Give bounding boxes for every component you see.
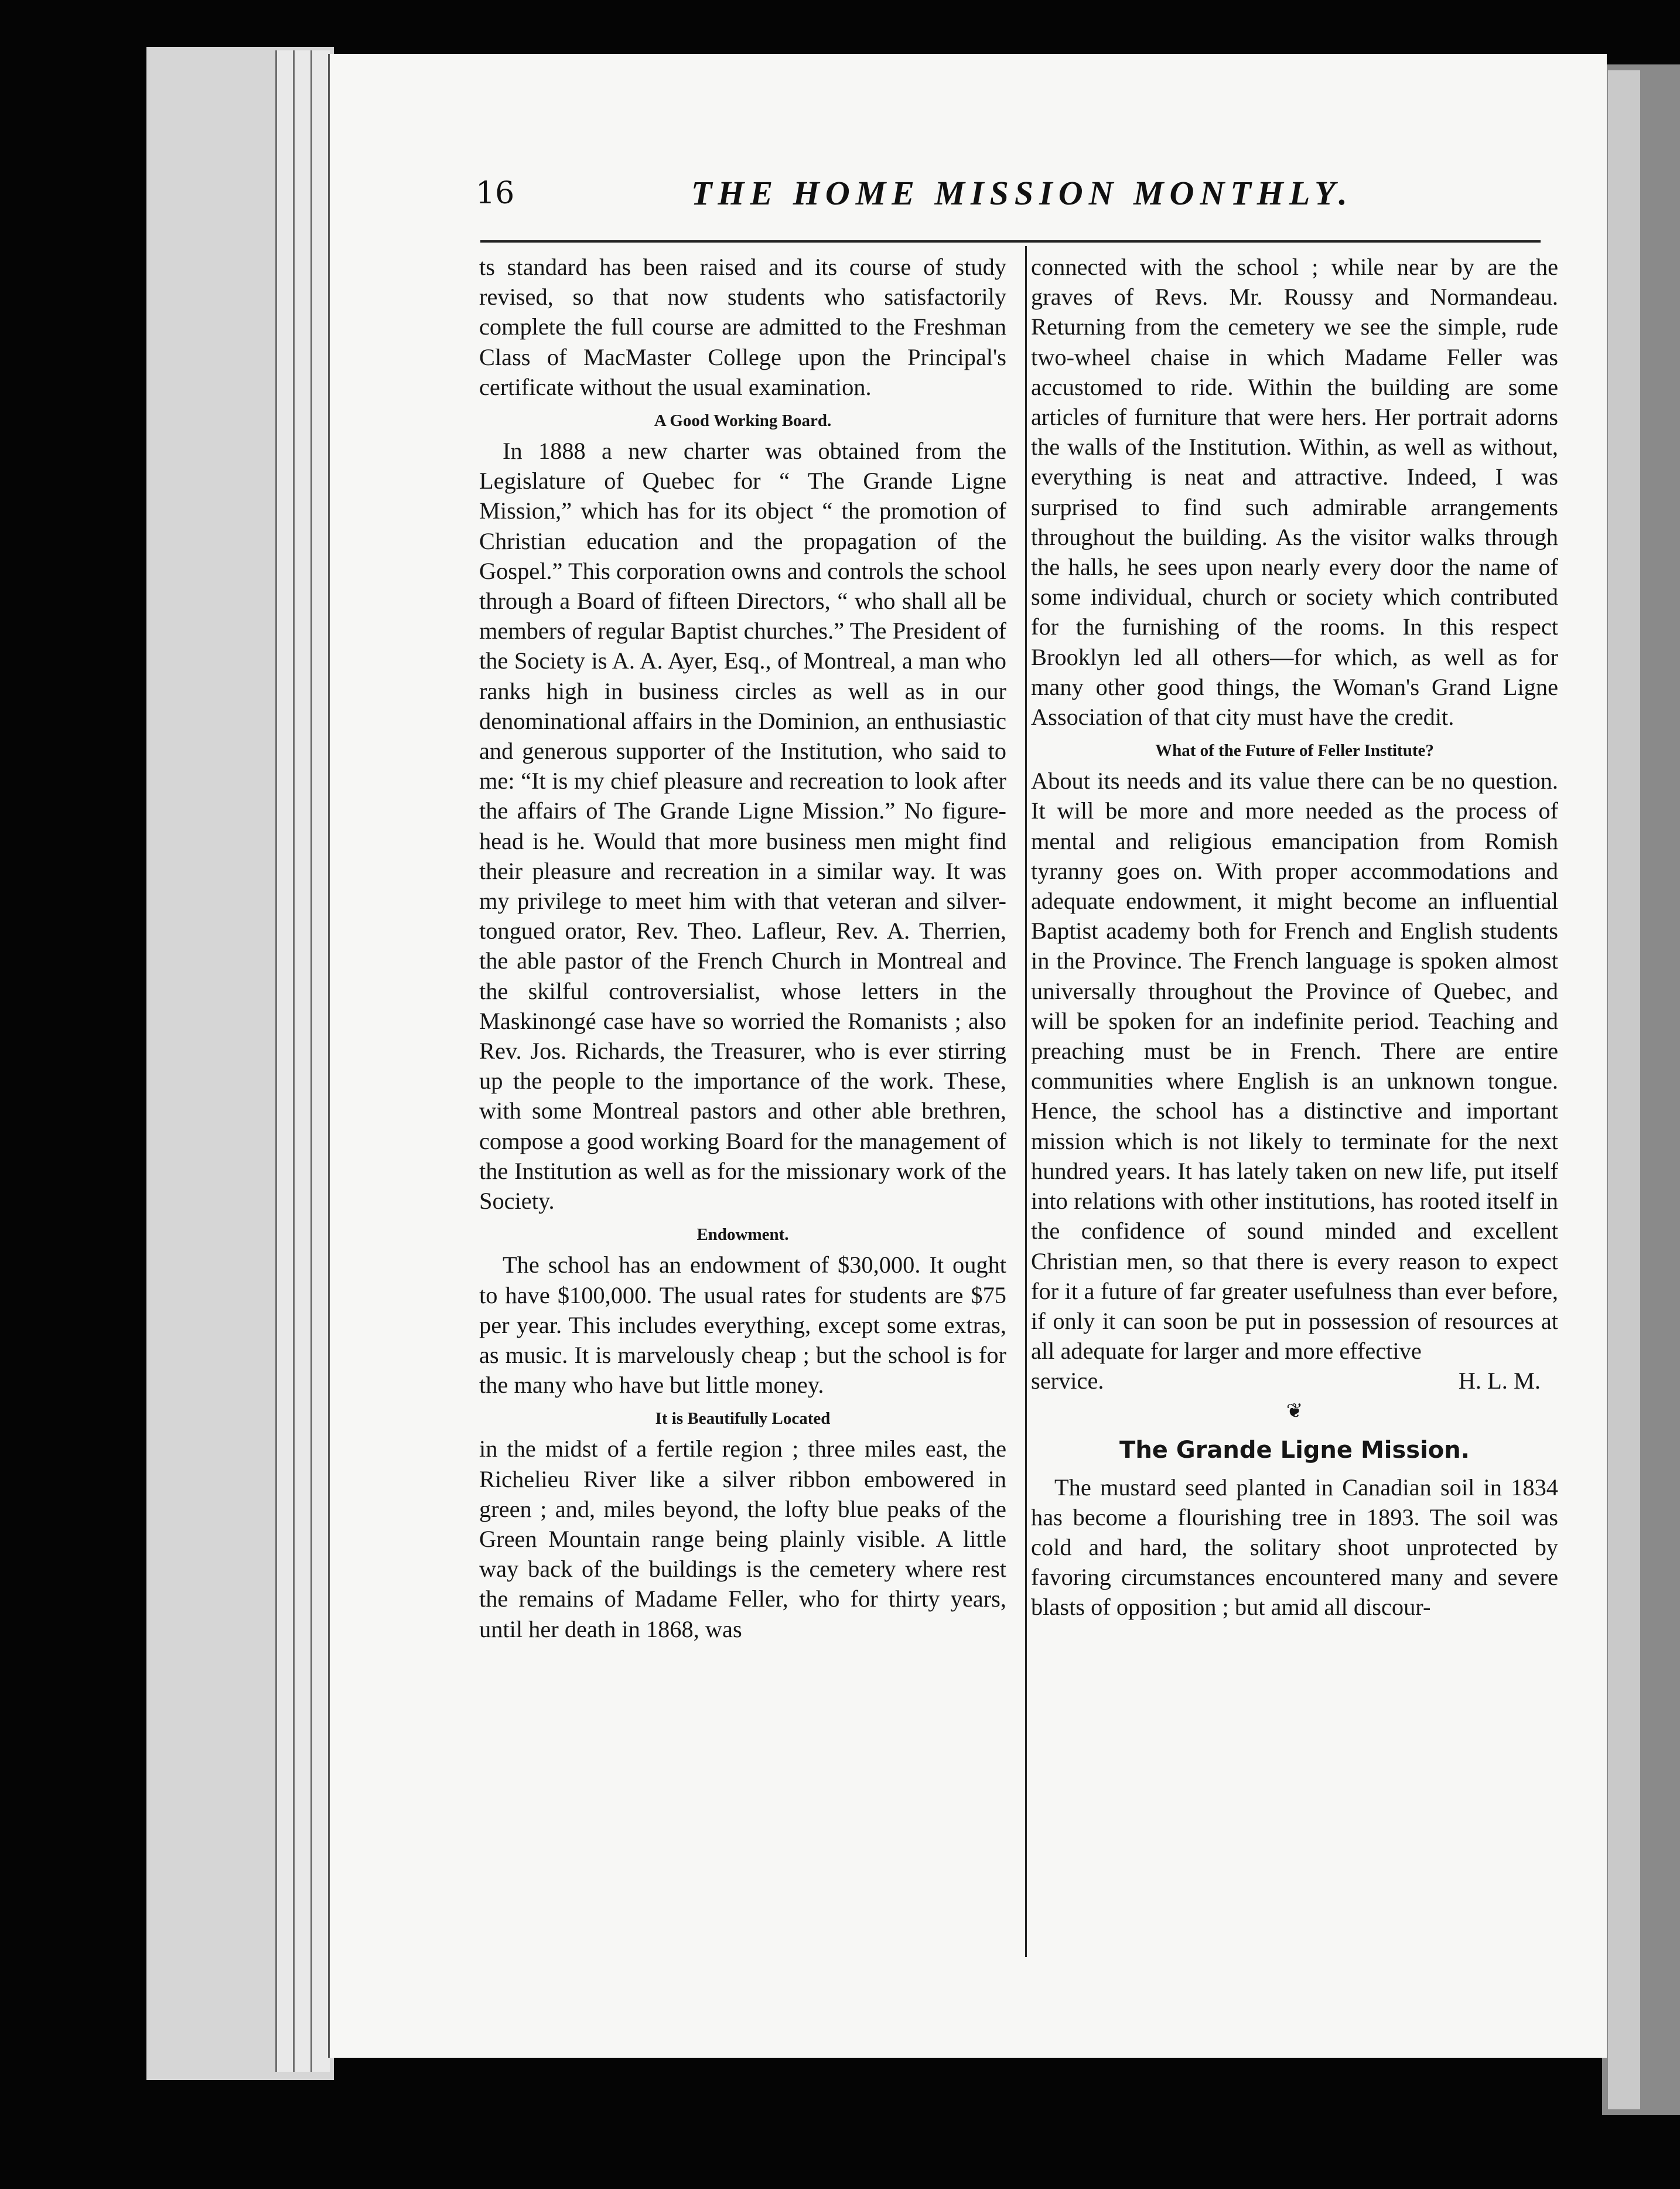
paragraph: in the midst of a fertile region ; three miles east, the Richelieu River like a silver ribbon embowered in green ; and, miles beyond, the lofty blue peaks of the Green Mountain range being plainly visible. A little way back of the buildings is the cemetery where rest the remains of Madame Feller, who for thirty years, until her death in 1868, was <box>479 1436 1006 1642</box>
running-title: THE HOME MISSION MONTHLY. <box>691 174 1353 212</box>
paragraph: The mustard seed planted in Canadian soil in 1834 has become a flourishing tree in 1893. The soil was cold and hard, the solitary shoot unprotected by favoring circumstances encountered many and severe blasts of opposition ; but amid all discour- <box>1031 1474 1558 1621</box>
section-heading: What of the Future of Feller Institute? <box>1155 741 1434 761</box>
section-heading: A Good Working Board. <box>654 411 832 431</box>
page-number: 16 <box>476 176 515 211</box>
article-title: The Grande Ligne Mission. <box>1119 1436 1470 1464</box>
paragraph-end: service. <box>1031 1368 1104 1394</box>
paragraph: In 1888 a new charter was obtained from the Legislature of Quebec for “ The Grande Ligne Mission,” which has for its object “ the promotion of Christian education and the propagation of the Gospel.” This corporation owns and controls the school through a Board of fifteen Directors, “ who shall all be members of regular Baptist churches.” The President of the Society is A. A. Ayer, Esq., of Montreal, a man who ranks high in business circles as well as in our denominational affairs in the Dominion, an enthusiastic and generous supporter of the Institution, who said to me: “It is my chief pleasure and recreation to look after the affairs of The Grande Ligne Mission.” No figure-head is he. Would that more business men might find their pleasure and recreation in a similar way. It was my privilege to meet him with that veteran and silver-tongued orator, Rev. Theo. Lafleur, Rev. A. Therrien, the able pastor of the French Church in Montreal and the skilful controversialist, whose letters in the Maskinongé case have so worried the Romanists ; also Rev. Jos. Richards, the Treasurer, who is ever stirring up the people to the importance of the work. These, with some Montreal pastors and other able brethren, compose a good working Board for the management of the Institution as well as for the missionary work of the Society. <box>479 438 1006 1215</box>
section-heading: Endowment. <box>696 1225 789 1244</box>
column-rule <box>1025 246 1027 1957</box>
paragraph: About its needs and its value there can be no question. It will be more and more needed as the process of mental and religious emancipation from Romish tyranny goes on. With proper accommodations and adequate endowment, it might become an influential Baptist academy both for French and English students in the Province. The French language is spoken almost universally throughout the Province of Quebec, and will be spoken for an indefinite period. Teaching and preaching must be in French. There are entire communities where English is an unknown tongue. Hence, the school has a distinctive and important mission which is not likely to terminate for the next hundred years. It has lately taken on new life, put itself into relations with other institutions, has rooted itself in the confidence of sound minded and excellent Christian men, so that there is every reason to expect for it a future of far greater usefulness than ever before, if only it can soon be put in possession of resources at all adequate for larger and more effective <box>1031 768 1558 1365</box>
author-signature: H. L. M. <box>1458 1368 1541 1394</box>
left-column <box>479 252 1006 1644</box>
header-rule <box>480 240 1541 243</box>
paragraph: connected with the school ; while near by are the graves of Revs. Mr. Roussy and Normandeau. Returning from the cemetery we see the simple, rude two-wheel chaise in which Madame Feller was accustomed to ride. Within the building are some articles of furniture that were hers. Her portrait adorns the walls of the Institution. Within, as well as without, everything is neat and attractive. Indeed, I was surprised to find such admirable arrangements throughout the building. As the visitor walks through the halls, he sees upon nearly every door the name of some individual, church or society which contributed for the furnishing of the rooms. In this respect Brooklyn led all others—for which, as well as for many other good things, the Woman's Grand Ligne Association of that city must have the credit. <box>1031 254 1558 731</box>
facing-page-edge <box>1608 70 1640 2109</box>
right-column <box>1031 252 1558 1622</box>
ornament-icon: ❦ <box>1286 1400 1303 1422</box>
section-heading: It is Beautifully Located <box>655 1409 831 1428</box>
paragraph: ts standard has been raised and its course of study revised, so that now students who satisfactorily complete the full course are admitted to the Freshman Class of MacMaster College upon the Principal's certificate without the usual examination. <box>479 254 1006 400</box>
signature-line <box>1031 1366 1558 1396</box>
page-edge <box>310 50 330 2072</box>
paragraph: The school has an endowment of $30,000. It ought to have $100,000. The usual rates for students are $75 per year. This includes everything, except some extras, as music. It is marvelously cheap ; but the school is for the many who have but little money. <box>479 1252 1006 1399</box>
